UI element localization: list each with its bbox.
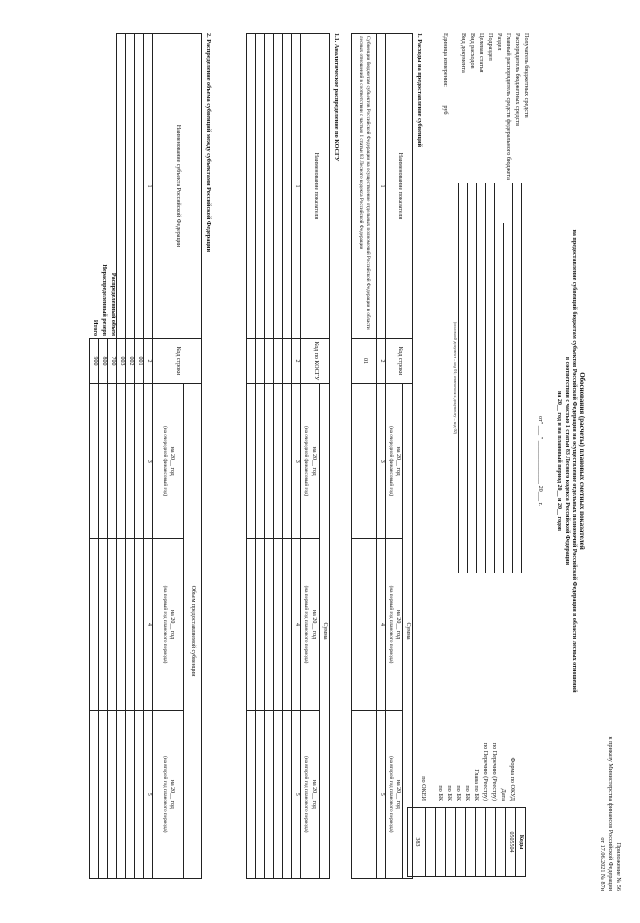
- section-11-title: 1.1. Аналитическое распределение по КОСГУ: [333, 33, 340, 162]
- s2-row-name: [135, 34, 144, 339]
- s11-cell: [274, 339, 283, 384]
- s1-num-3: 3: [377, 384, 386, 539]
- s1-row-sum-2: [352, 539, 377, 710]
- title-line-1: Обоснования (расчеты) плановых сметных показателей: [578, 372, 586, 550]
- field-label-subsection: Подраздел: [487, 33, 494, 61]
- s11-period-3: на 20__ год: [310, 779, 317, 809]
- s2-cell: [126, 384, 135, 539]
- label-registry-1: по Перечню (Реестру): [491, 742, 498, 801]
- s1-period-1-sub: (на очередной финансовый год): [387, 426, 394, 497]
- s2-num-3: 3: [144, 384, 153, 539]
- s11-cell: [256, 539, 265, 710]
- s2-cell: [135, 384, 144, 539]
- label-bk-4: по БК: [437, 785, 444, 801]
- label-okei: по ОКЕИ: [420, 776, 427, 801]
- code-okud: 0505504: [506, 808, 516, 877]
- s11-row: [265, 34, 274, 339]
- title-line-4: на 20__ год и на плановый период 20__ и 20__ годов: [556, 390, 563, 532]
- s2-cell: [90, 384, 99, 539]
- section-1-table: [352, 33, 414, 879]
- label-okud: Форма по ОКУД: [509, 757, 516, 801]
- s1-num-4: 4: [377, 539, 386, 710]
- section-11-table: [247, 33, 331, 879]
- field-label-recipient: Получатель бюджетных средств: [523, 33, 530, 118]
- code-bk-1: [456, 808, 466, 877]
- label-registry-2: по Перечню (Реестру): [482, 742, 489, 801]
- s2-num-1: 1: [144, 34, 153, 339]
- field-label-manager: Распорядитель бюджетных средств: [514, 33, 521, 127]
- s2-head-volume: Объем предоставляемой субвенции: [184, 384, 202, 879]
- s2-period-1: на 20__ год: [169, 446, 176, 476]
- s2-cell: [99, 539, 108, 710]
- s1-head-sum: Сумма: [403, 384, 413, 879]
- s1-period-3: на 20__ год: [395, 779, 402, 809]
- s2-total-label-reserve: Нераспределенный резерв: [99, 34, 108, 339]
- code-date: [496, 808, 506, 877]
- s1-row-sum-1: [352, 384, 377, 539]
- s2-cell: [108, 384, 117, 539]
- s1-num-1: 1: [377, 34, 386, 339]
- header-fields: [440, 33, 530, 573]
- s2-row-code: 002: [126, 339, 135, 384]
- s11-cell: [247, 539, 256, 710]
- appendix-line-2: к приказу Министерства финансов Российской Федерации: [607, 736, 615, 891]
- s2-cell: [135, 539, 144, 710]
- s2-cell: [117, 710, 126, 878]
- section-2-title: 2. Распределение объема субвенций между субъектами Российской Федерации: [205, 33, 212, 253]
- s11-row: [274, 34, 283, 339]
- code-chapter-bk: [466, 808, 476, 877]
- s2-row-name: [117, 34, 126, 339]
- s11-num-5: 5: [292, 710, 301, 878]
- codes-table: [407, 807, 526, 877]
- s11-cell: [283, 339, 292, 384]
- s11-period-1: на 20__ год: [310, 446, 317, 476]
- s2-period-2: на 20__ год: [169, 609, 176, 640]
- field-label-doc-type: Вид документа: [460, 33, 467, 73]
- s2-num-4: 4: [144, 539, 153, 710]
- s11-cell: [274, 384, 283, 539]
- appendix-line-1: Приложение № 56: [615, 842, 622, 891]
- s2-cell: [108, 539, 117, 710]
- s11-row: [247, 34, 256, 339]
- s11-cell: [256, 384, 265, 539]
- s2-total-label-distributed: Распределенный объем: [108, 34, 117, 339]
- s11-cell: [256, 339, 265, 384]
- code-bk-4: [426, 808, 436, 877]
- unit-label: Единица измерения:: [441, 33, 449, 87]
- s11-period-3-sub: (на второй год планового периода): [303, 756, 310, 833]
- codes-labels: [418, 661, 516, 801]
- label-bk-3: по БК: [446, 785, 453, 801]
- s2-period-2-sub: (на первый год планового периода): [161, 585, 168, 664]
- appendix-line-3: от 17.06.2021 № 87н: [599, 837, 607, 891]
- s11-period-2: на 20__ год: [310, 609, 317, 640]
- label-chapter-bk: Глава по БК: [473, 769, 480, 801]
- s11-row: [256, 34, 265, 339]
- s11-cell: [283, 539, 292, 710]
- unit-value: руб: [441, 105, 449, 115]
- field-label-target: Целевая статья: [478, 33, 485, 73]
- s11-head-code: Код по КОСГУ: [301, 339, 330, 384]
- s2-num-5: 5: [144, 710, 153, 878]
- s11-cell: [247, 384, 256, 539]
- code-bk-3: [436, 808, 446, 877]
- s1-num-2: 2: [377, 339, 386, 384]
- s11-cell: [283, 710, 292, 878]
- s11-head-name: Наименование показателя: [301, 34, 330, 339]
- s2-head-code: Код строки: [153, 339, 202, 384]
- label-date: Дата: [500, 788, 507, 801]
- s1-head-name: Наименование показателя: [386, 34, 413, 339]
- s2-cell: [135, 710, 144, 878]
- s1-row-text: Субвенции бюджетам субъектов Российской Федерации на осуществление отдельных полномочий Российской Федерации в области лесных отношений в соответствии с частью 1 статьи 83 Лесного кодекса Российской Федерации: [352, 34, 377, 339]
- s2-cell: [117, 539, 126, 710]
- s11-cell: [265, 539, 274, 710]
- document-title: [555, 41, 586, 881]
- field-label-chief-manager: Главный распорядитель средств федерального бюджета: [505, 33, 512, 180]
- s1-period-1: на 20__ год: [395, 446, 402, 476]
- code-okei: 383: [408, 808, 426, 877]
- s2-cell: [90, 539, 99, 710]
- s2-cell: [90, 710, 99, 878]
- s2-total-label-total: Итого: [90, 34, 99, 339]
- s1-period-3-sub: (на второй год планового периода): [387, 756, 394, 833]
- s2-total-code-total: 900: [90, 339, 99, 384]
- s11-cell: [274, 710, 283, 878]
- section-2-table: [90, 33, 203, 879]
- title-line-2: на предоставление субвенций бюджетам субъектов Российской Федерации на осуществление отдельных полномочий Российской Федерации в области лесных отношений: [571, 229, 578, 693]
- s11-head-sum: Сумма: [319, 384, 329, 879]
- appendix-block: [599, 591, 622, 891]
- field-label-expense-type: Вид расходов: [469, 33, 476, 69]
- code-bk-2: [446, 808, 456, 877]
- s2-row-code: 001: [135, 339, 144, 384]
- s11-cell: [247, 339, 256, 384]
- s11-row: [283, 34, 292, 339]
- label-bk-2: по БК: [455, 785, 462, 801]
- s2-row-name: [126, 34, 135, 339]
- s2-row-code: 003: [117, 339, 126, 384]
- s2-head-name: Наименование субъекта Российской Федерации: [153, 34, 202, 339]
- s2-cell: [99, 384, 108, 539]
- doc-type-hint: (основной документ – код 01; изменения к документу – код 02): [453, 321, 458, 435]
- s2-period-1-sub: (на очередной финансовый год): [161, 426, 168, 497]
- s2-cell: [126, 539, 135, 710]
- s1-period-2: на 20__ год: [395, 609, 402, 640]
- s11-cell: [283, 384, 292, 539]
- date-line: от" ___ " ______________ 20___ г.: [537, 416, 544, 506]
- s2-period-3-sub: (на второй год планового периода): [161, 756, 168, 833]
- s11-cell: [265, 710, 274, 878]
- s2-total-code-reserve: 800: [99, 339, 108, 384]
- s11-cell: [265, 384, 274, 539]
- s2-period-3: на 20__ год: [169, 779, 176, 809]
- s1-head-code: Код строки: [386, 339, 413, 384]
- codes-header: Коды: [516, 808, 526, 877]
- s11-num-3: 3: [292, 384, 301, 539]
- s1-row-code: 01: [352, 339, 377, 384]
- s11-num-4: 4: [292, 539, 301, 710]
- code-registry-1: [486, 808, 496, 877]
- label-bk-1: по БК: [464, 785, 471, 801]
- s2-cell: [108, 710, 117, 878]
- code-registry-2: [476, 808, 486, 877]
- s11-period-1-sub: (на очередной финансовый год): [303, 426, 310, 497]
- form-page: [10, 21, 630, 901]
- s2-num-2: 2: [144, 339, 153, 384]
- field-label-section: Раздел: [496, 33, 503, 51]
- s11-period-2-sub: (на первый год планового периода): [303, 585, 310, 664]
- s11-num-1: 1: [292, 34, 301, 339]
- s11-cell: [247, 710, 256, 878]
- title-line-3: в соответствии с частью 1 статьи 83 Лесного кодекса Российской Федерации: [563, 356, 570, 566]
- s2-cell: [126, 710, 135, 878]
- section-1-title: 1. Расходы на предоставление субвенций: [416, 33, 423, 148]
- s1-num-5: 5: [377, 710, 386, 878]
- s1-period-2-sub: (на первый год планового периода): [387, 585, 394, 664]
- s2-cell: [117, 384, 126, 539]
- s11-cell: [265, 339, 274, 384]
- s11-cell: [274, 539, 283, 710]
- s2-cell: [99, 710, 108, 878]
- s2-total-code-distributed: 700: [108, 339, 117, 384]
- s11-cell: [256, 710, 265, 878]
- s1-row-sum-3: [352, 710, 377, 878]
- s11-num-2: 2: [292, 339, 301, 384]
